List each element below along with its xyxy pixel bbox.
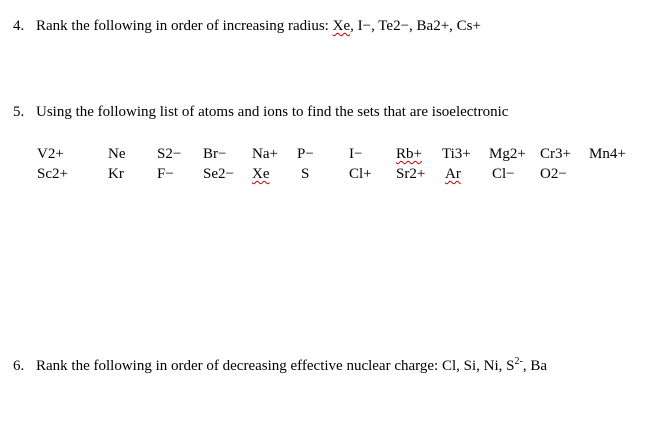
question-4 — [13, 17, 481, 35]
ion-cell: Ar — [445, 166, 461, 182]
question-4-text-prefix: Rank the following in order of increasing radius: — [36, 18, 329, 34]
ion-cell: V2+ — [37, 146, 64, 162]
ion-cell: I− — [349, 146, 363, 162]
question-4-number: 4. — [13, 18, 25, 34]
ion-cell: Na+ — [252, 146, 278, 162]
ion-cell: S2− — [157, 146, 182, 162]
ion-cell: Mg2+ — [489, 146, 526, 162]
ion-cell: O2− — [540, 166, 567, 182]
ion-cell: Mn4+ — [589, 146, 626, 162]
question-4-text-suffix: , I−, Te2−, Ba2+, Cs+ — [350, 18, 481, 34]
ion-cell: Br− — [203, 146, 227, 162]
question-6-number: 6. — [13, 358, 25, 374]
question-6-text-prefix: Rank the following in order of decreasing effective nuclear charge: Cl, Si, Ni, S — [36, 358, 515, 374]
question-6-text-suffix: , Ba — [522, 358, 547, 374]
ion-cell: S — [301, 166, 310, 182]
ion-cell: Se2− — [203, 166, 234, 182]
ion-cell: P− — [297, 146, 314, 162]
ion-cell: Cl− — [492, 166, 515, 182]
ion-cell: Xe — [252, 166, 270, 182]
question-5-text: Using the following list of atoms and ions to find the sets that are isoelectronic — [36, 104, 509, 120]
ion-cell: Ti3+ — [442, 146, 471, 162]
question-6-superscript: 2- — [514, 356, 523, 367]
question-5 — [13, 103, 508, 121]
ion-cell: Rb+ — [396, 146, 422, 162]
ion-cell: Kr — [108, 166, 124, 182]
question-5-number: 5. — [13, 104, 25, 120]
ion-cell: Sr2+ — [396, 166, 426, 182]
question-6 — [13, 357, 547, 375]
ion-cell: Cr3+ — [540, 146, 571, 162]
ion-cell: Cl+ — [349, 166, 372, 182]
ion-cell: Sc2+ — [37, 166, 68, 182]
ion-cell: Ne — [108, 146, 126, 162]
question-4-item-xe: Xe — [332, 18, 351, 34]
ion-cell: F− — [157, 166, 174, 182]
